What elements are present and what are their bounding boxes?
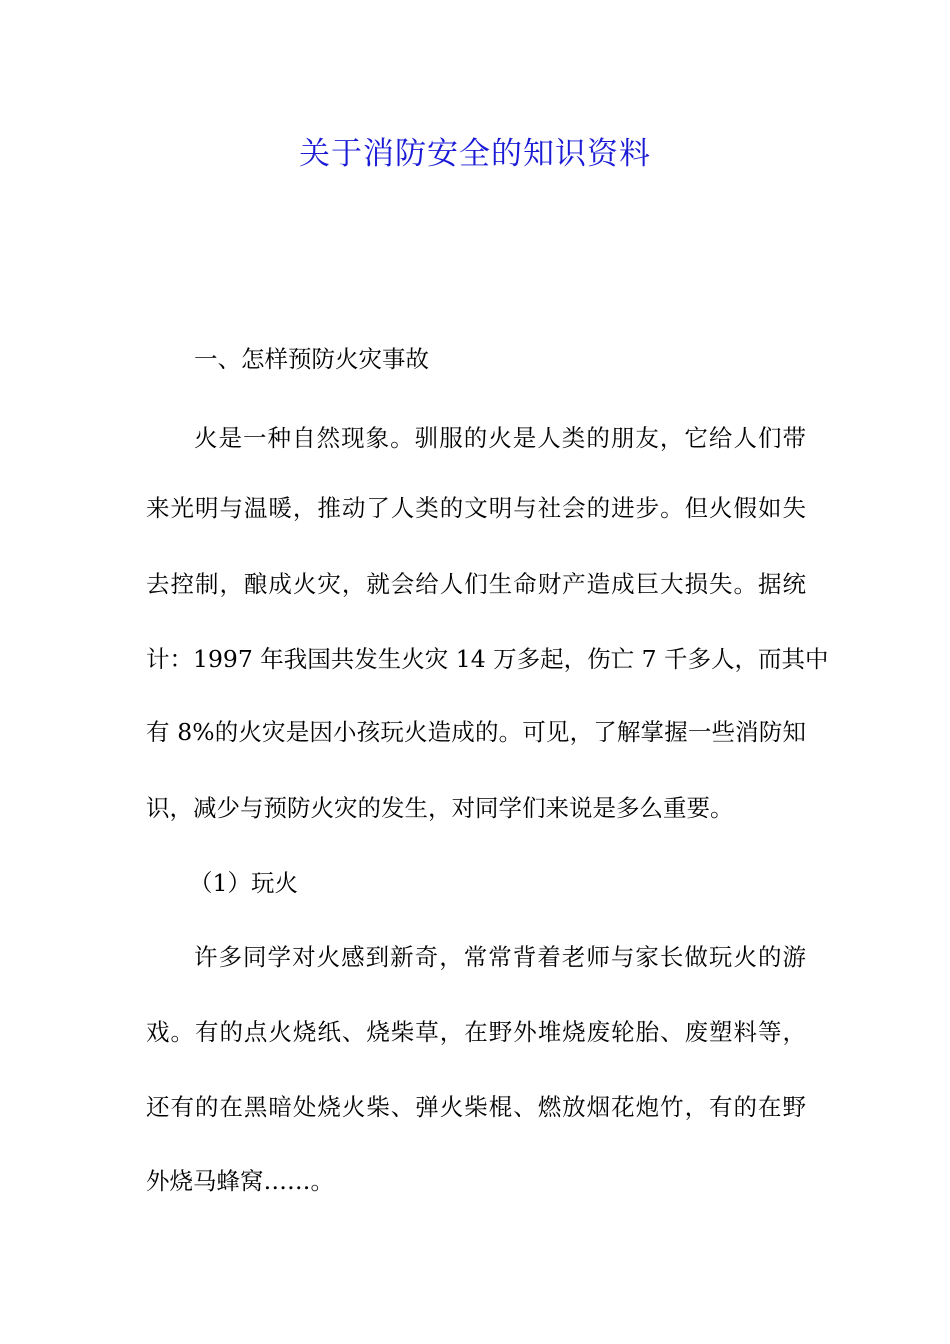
paragraph-line: 许多同学对火感到新奇，常常背着老师与家长做玩火的游	[194, 943, 806, 971]
paragraph-line: 去控制，酿成火灾，就会给人们生命财产造成巨大损失。据统	[146, 570, 806, 598]
paragraph-line: 火是一种自然现象。驯服的火是人类的朋友，它给人们带	[194, 424, 806, 452]
paragraph-line: 计：1997 年我国共发生火灾 14 万多起，伤亡 7 千多人，而其中	[146, 645, 829, 673]
paragraph-line: 有 8%的火灾是因小孩玩火造成的。可见，了解掌握一些消防知	[146, 718, 806, 746]
section-heading: 一、怎样预防火灾事故	[194, 345, 429, 373]
paragraph-line: 还有的在黑暗处烧火柴、弹火柴棍、燃放烟花炮竹，有的在野	[146, 1093, 806, 1121]
paragraph-line: 识，减少与预防火灾的发生，对同学们来说是多么重要。	[146, 794, 734, 822]
page-title: 关于消防安全的知识资料	[299, 136, 651, 172]
subheading: （1）玩火	[189, 869, 298, 897]
paragraph-line: 外烧马蜂窝……。	[146, 1167, 334, 1195]
paragraph-line: 戏。有的点火烧纸、烧柴草，在野外堆烧废轮胎、废塑料等，	[146, 1018, 806, 1046]
paragraph-line: 来光明与温暖，推动了人类的文明与社会的进步。但火假如失	[146, 494, 806, 522]
